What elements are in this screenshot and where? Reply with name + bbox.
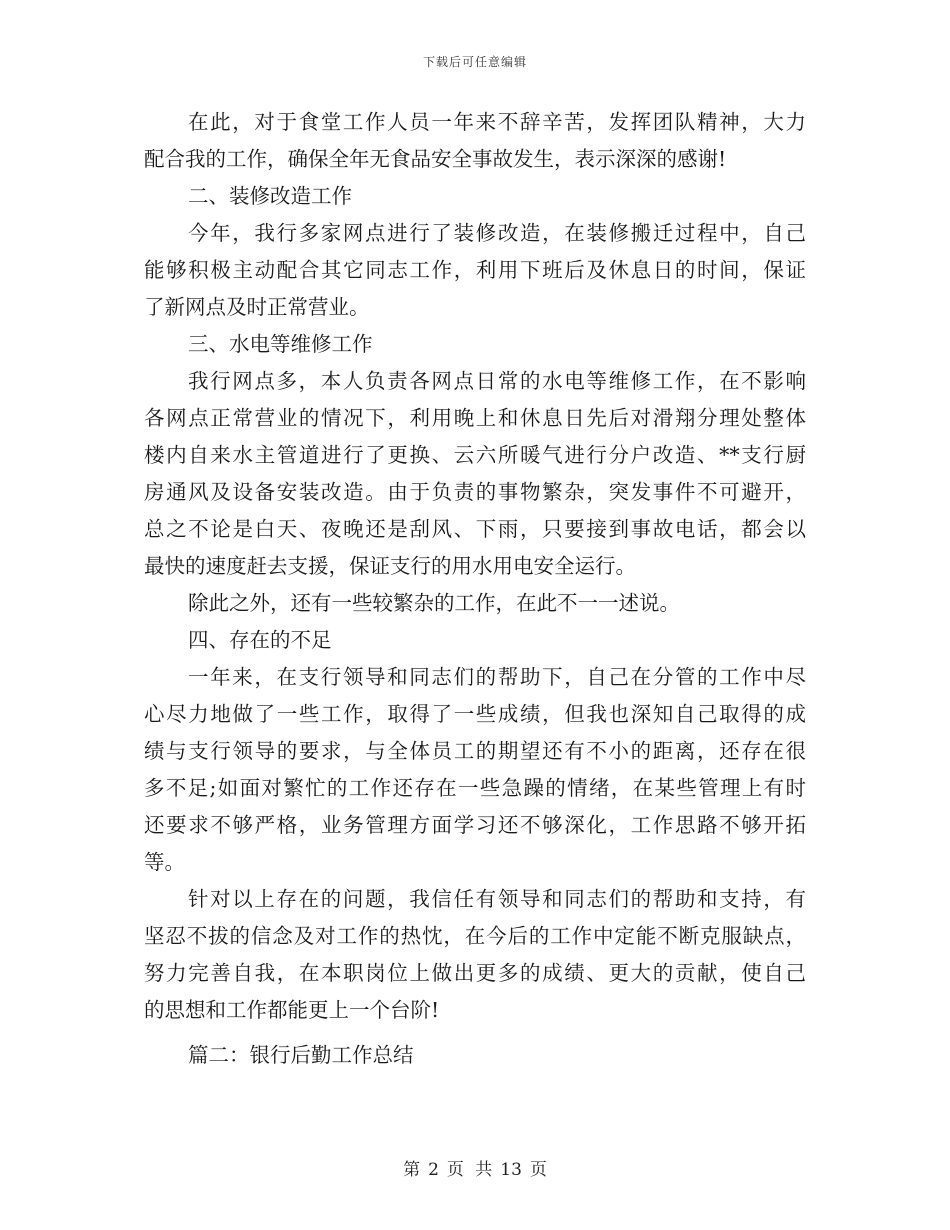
text-line: 一年来，在支行领导和同志们的帮助下，自己在分管的工作中尽: [188, 665, 806, 689]
text-line: 针对以上存在的问题，我信任有领导和同志们的帮助和支持，有: [188, 887, 806, 911]
text-line: 了新网点及时正常营业。: [144, 295, 370, 319]
footer-page-number: 2: [428, 1160, 439, 1180]
text-line: 在此，对于食堂工作人员一年来不辞辛苦，发挥团队精神，大力: [188, 110, 806, 134]
text-line: 多不足;如面对繁忙的工作还存在一些急躁的情绪，在某些管理上有时: [144, 776, 806, 800]
page-footer: [0, 1155, 950, 1180]
text-line: 今年，我行多家网点进行了装修改造，在装修搬迁过程中，自己: [188, 221, 806, 245]
text-line: 各网点正常营业的情况下，利用晚上和休息日先后对滑翔分理处整体: [144, 406, 806, 430]
text-line: 楼内自来水主管道进行了更换、云六所暖气进行分户改造、**支行厨: [144, 443, 806, 467]
text-line: 的思想和工作都能更上一个台阶!: [144, 998, 440, 1022]
text-line: 篇二：银行后勤工作总结: [188, 1043, 414, 1067]
text-line: 坚忍不拔的信念及对工作的热忱，在今后的工作中定能不断克服缺点，: [144, 924, 806, 948]
text-line: 心尽力地做了一些工作，取得了一些成绩，但我也深知自己取得的成: [144, 702, 806, 726]
text-line: 还要求不够严格，业务管理方面学习还不够深化，工作思路不够开拓: [144, 813, 806, 837]
text-line: 配合我的工作，确保全年无食品安全事故发生，表示深深的感谢!: [144, 147, 727, 171]
text-line: 三、水电等维修工作: [188, 332, 373, 356]
text-line: 总之不论是白天、夜晚还是刮风、下雨，只要接到事故电话，都会以: [144, 517, 806, 541]
text-line: 最快的速度赶去支援，保证支行的用水用电安全运行。: [144, 554, 636, 578]
page-header: 下载后可任意编辑: [422, 55, 527, 69]
text-line: 绩与支行领导的要求，与全体员工的期望还有不小的距离，还存在很: [144, 739, 806, 763]
footer-prefix: 第: [403, 1160, 421, 1180]
footer-total-pages: 13: [500, 1160, 522, 1180]
text-line: 我行网点多，本人负责各网点日常的水电等维修工作，在不影响: [188, 369, 806, 393]
text-line: 除此之外，还有一些较繁杂的工作，在此不一一述说。: [188, 591, 680, 615]
footer-mid: 页 共: [446, 1160, 493, 1180]
text-line: 能够积极主动配合其它同志工作，利用下班后及休息日的时间，保证: [144, 258, 806, 282]
text-line: 房通风及设备安装改造。由于负责的事物繁杂，突发事件不可避开，: [144, 480, 806, 504]
text-line: 四、存在的不足: [188, 628, 332, 652]
footer-suffix: 页: [529, 1160, 547, 1180]
document-body: [144, 104, 806, 1074]
text-line: 等。: [144, 850, 185, 874]
text-line: 二、装修改造工作: [188, 184, 352, 208]
text-line: 努力完善自我，在本职岗位上做出更多的成绩、更大的贡献，使自己: [144, 961, 806, 985]
